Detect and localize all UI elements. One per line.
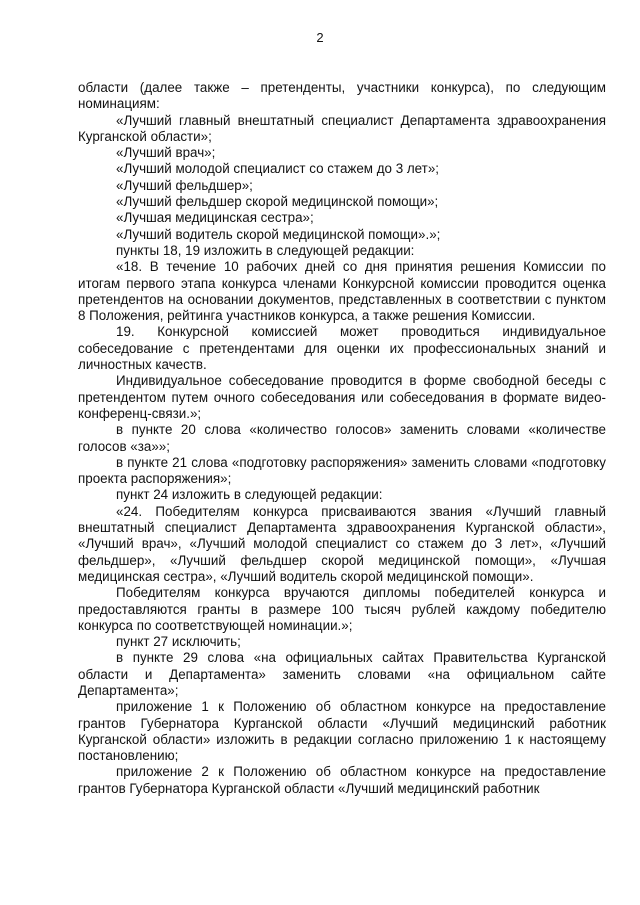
paragraph: 19. Конкурсной комиссией может проводиться индивидуальное собеседование с претендентами для оценки их профессиональных знаний и личностных качеств. bbox=[78, 324, 606, 373]
paragraph: «Лучший молодой специалист со стажем до 3 лет»; bbox=[116, 161, 439, 177]
paragraph: Индивидуальное собеседование проводится в форме свободной беседы с претендентом путем очного собеседования или собеседования в формате видео-конференц-связи.»; bbox=[78, 373, 606, 421]
paragraph: пункт 24 изложить в следующей редакции: bbox=[116, 487, 383, 503]
paragraph: «24. Победителям конкурса присваиваются звания «Лучший главный внештатный специалист Департамента здравоохранения Курганской области», «Лучший врач», «Лучший молодой специалист со стажем до 3 лет», «Лучший фельдшер», «Лучший фельдшер скорой медицинской помощи», «Лучшая медицинская сестра», «Лучший водитель скорой медицинской помощи». bbox=[78, 503, 606, 584]
paragraph: в пункте 21 слова «подготовку распоряжения» заменить словами «подготовку проекта распоряжения»; bbox=[78, 454, 606, 487]
paragraph: «Лучший врач»; bbox=[116, 145, 216, 161]
paragraph: «Лучший главный внештатный специалист Департамента здравоохранения Курганской области»; bbox=[78, 112, 606, 144]
paragraph: «Лучший фельдшер скорой медицинской помощи»; bbox=[116, 194, 439, 210]
paragraph: в пункте 29 слова «на официальных сайтах Правительства Курганской области и Департамента» заменить словами «на официальном сайте Департамента»; bbox=[78, 650, 606, 698]
page-number: 2 bbox=[316, 30, 324, 45]
paragraph: «18. В течение 10 рабочих дней со дня принятия решения Комиссии по итогам первого этапа конкурса членами Конкурсной комиссии проводится оценка претендентов на основании документов, представленных в соответствии с пунктом 8 Положения, рейтинга участников конкурса, а также решения Комиссии. bbox=[78, 259, 606, 324]
paragraph: «Лучший водитель скорой медицинской помощи».»; bbox=[116, 226, 441, 242]
paragraph: «Лучший фельдшер»; bbox=[116, 177, 253, 193]
paragraph: пункты 18, 19 изложить в следующей редакции: bbox=[116, 242, 415, 258]
document-body bbox=[78, 80, 606, 797]
paragraph: «Лучшая медицинская сестра»; bbox=[116, 210, 314, 226]
paragraph: в пункте 20 слова «количество голосов» заменить словами «количестве голосов «за»»; bbox=[78, 422, 606, 454]
paragraph: Победителям конкурса вручаются дипломы победителей конкурса и предоставляются гранты в размере 100 тысяч рублей каждому победителю конкурса по соответствующей номинации.»; bbox=[78, 585, 606, 633]
paragraph: области (далее также – претенденты, участники конкурса), по следующим номинациям: bbox=[78, 80, 606, 112]
paragraph: приложение 2 к Положению об областном конкурсе на предоставление грантов Губернатора Курганской области «Лучший медицинский работник bbox=[78, 764, 606, 796]
paragraph: приложение 1 к Положению об областном конкурсе на предоставление грантов Губернатора Курганской области «Лучший медицинский работник Курганской области» изложить в редакции согласно приложению 1 к настоящему постановлению; bbox=[78, 699, 606, 764]
paragraph: пункт 27 исключить; bbox=[116, 634, 241, 650]
